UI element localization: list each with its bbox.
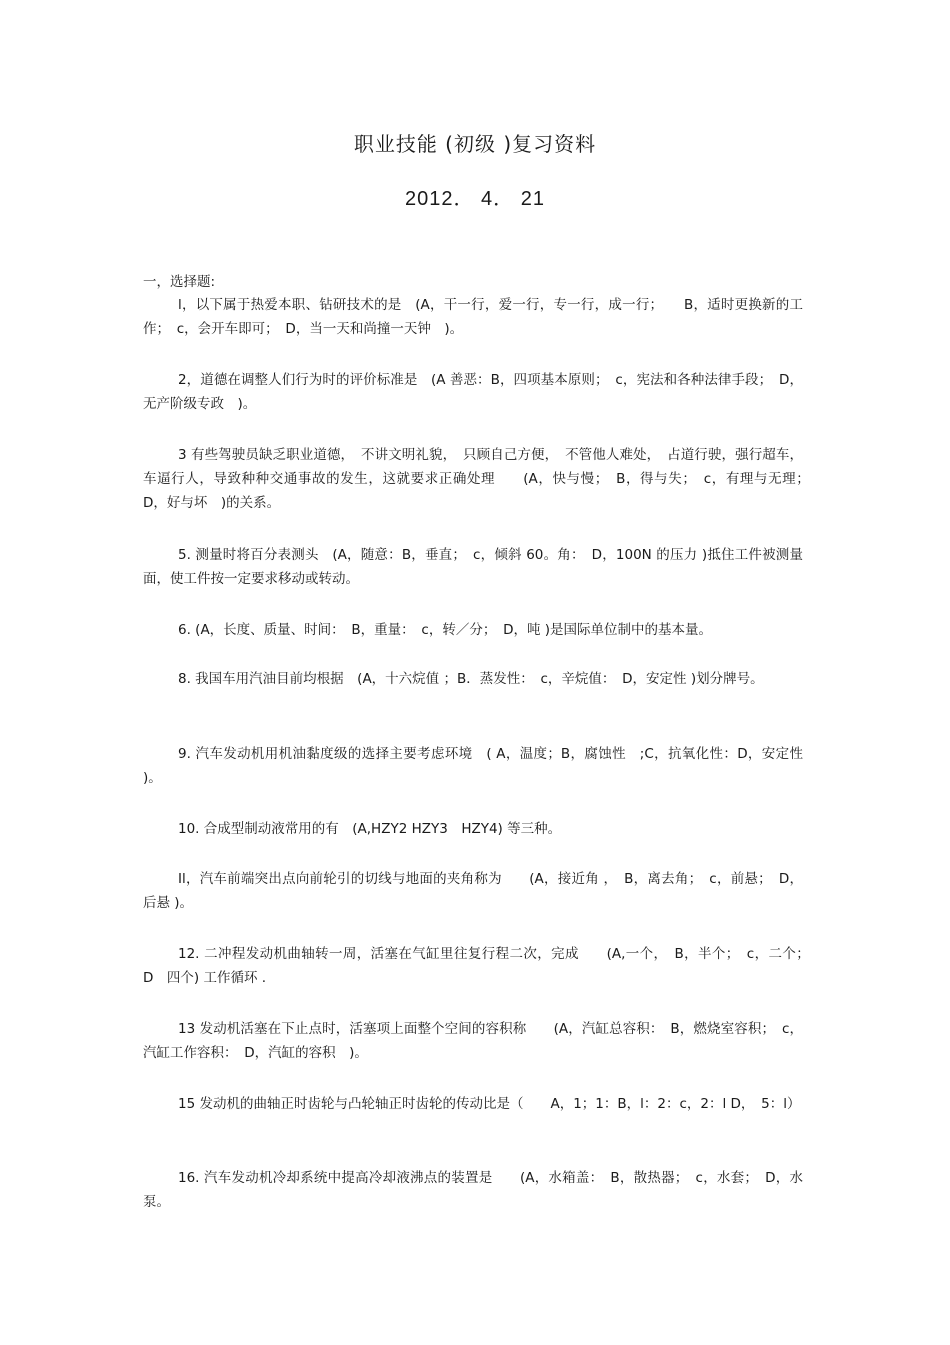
question-8: 8. 我国车用汽油目前均根据 (A，十六烷值 ；B．蒸发性： c，辛烷值： D，安定性 )划分牌号。 bbox=[178, 671, 764, 687]
question-10: 10. 合成型制动液常用的有 (A,HZY2 HZY3 HZY4) 等三种。 bbox=[178, 821, 562, 837]
document-title: 职业技能 (初级 )复习资料 bbox=[353, 132, 597, 156]
question-3: 3 有些驾驶员缺乏职业道德， 不讲文明礼貌， 只顾自己方便， 不管他人难处， 占道行驶，强行超车，车逼行人，导致种种交通事故的发生，这就要求正确处理 (A，快与慢； B，得与失； c，有理与无理； D，好与坏 )的关系。 bbox=[143, 447, 817, 511]
question-12: 12. 二冲程发动机曲轴转一周，活塞在气缸里往复行程二次，完成 (A,一个， B，半个； c，二个； D 四个) 工作循环 . bbox=[143, 946, 817, 986]
question-11: Il，汽车前端突出点向前轮引的切线与地面的夹角称为 (A，接近角 ， B，离去角； c，前悬； D，后悬 )。 bbox=[143, 871, 803, 911]
question-9: 9. 汽车发动机用机油黏度级的选择主要考虑环境 ( A，温度；B，腐蚀性 ;C，抗氧化性：D，安定性 )。 bbox=[143, 746, 803, 786]
question-6: 6. (A，长度、质量、时间： B，重量： c，转／分； D，吨 )是国际单位制中的基本量。 bbox=[178, 622, 713, 638]
section-heading: 一，选择题: bbox=[143, 274, 216, 290]
document-date: 2012． 4． 21 bbox=[405, 188, 545, 210]
question-13: 13 发动机活塞在下止点时，活塞项上面整个空间的容积称 (A，汽缸总容积： B，燃烧室容积； c，汽缸工作容积： D，汽缸的容积 )。 bbox=[143, 1021, 803, 1061]
question-1: l，以下属于热爱本职、钻研技术的是 (A，干一行，爱一行，专一行，成一行； B，适时更换新的工作； c，会开车即可； D，当一天和尚撞一天钟 )。 bbox=[143, 297, 803, 337]
question-16: 16. 汽车发动机冷却系统中提高冷却液沸点的装置是 (A，水箱盖： B，散热器； c，水套； D，水泵。 bbox=[143, 1170, 803, 1210]
question-5: 5. 测量时将百分表测头 (A，随意：B，垂直； c，倾斜 60。角： D，100N 的压力 )抵住工件被测量面，使工件按一定要求移动或转动。 bbox=[143, 547, 803, 587]
question-15: 15 发动机的曲轴正时齿轮与凸轮轴正时齿轮的传动比是（ A，1；1：B，l：2：c，2：l D， 5：l） bbox=[178, 1096, 801, 1112]
question-2: 2，道德在调整人们行为时的评价标准是 (A 善恶：B，四项基本原则； c，宪法和各种法律手段； D，无产阶级专政 )。 bbox=[143, 372, 803, 412]
